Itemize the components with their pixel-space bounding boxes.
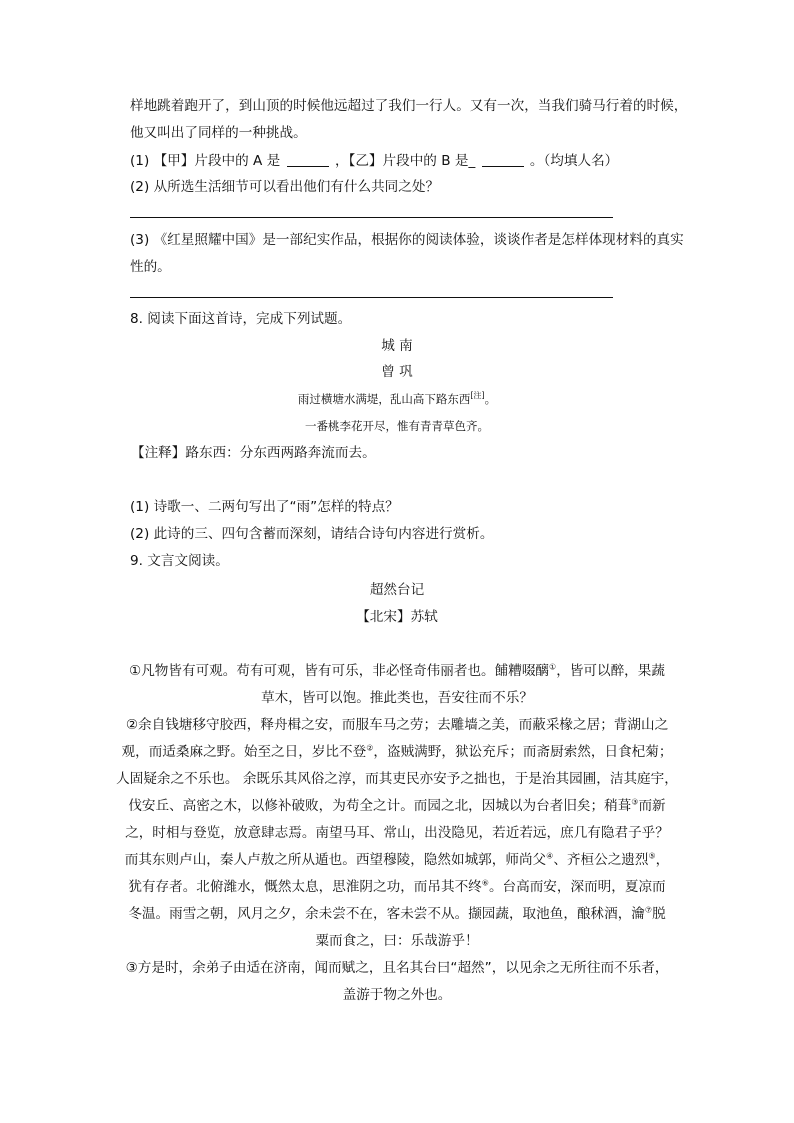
note-mark: [注] (470, 391, 485, 401)
poem-line-2: 一番桃李花开尽，惟有青青草色齐。 (305, 419, 489, 433)
p1-line-1-text: ①凡物皆有可观。苟有可观，皆有可乐，非必怪奇伟丽者也。餔糟啜醨 (129, 663, 550, 679)
p2-line-2-end: ，盗贼满野，狱讼充斥；而斋厨索然，日食杞菊； (373, 744, 673, 760)
q7-sub1-text-a: (1) 【甲】片段中的 A 是 (130, 153, 281, 169)
q9-stem: 9. 文言文阅读。 (130, 553, 229, 569)
p2-line-2 (0, 742, 794, 762)
p1-line-1-end: ，皆可以醉，果蔬 (556, 663, 665, 679)
p2-line-6 (0, 850, 794, 870)
p2-line-9: 粟而食之，曰：乐哉游乎！ (315, 933, 479, 949)
note-mark: ④ (546, 851, 554, 861)
q7-sub2: (2) 从所选生活细节可以看出他们有什么共同之处？ (130, 179, 440, 195)
poem-author: 曾 巩 (381, 364, 413, 380)
q8-sub1: (1) 诗歌一、二两句写出了“雨”怎样的特点？ (130, 499, 399, 515)
p1-line-2: 草木，皆可以饱。推此类也，吾安往而不乐？ (261, 690, 533, 706)
intro-line-2: 他又叫出了同样的一种挑战。 (130, 125, 307, 141)
q7-sub3-line-1: (3) 《红星照耀中国》是一部纪实作品，根据你的阅读体验，谈谈作者是怎样体现材料的真实 (130, 232, 684, 248)
p2-line-8-text-a: 冬温。雨雪之朝，风月之夕，余未尝不在，客未尝不从。撷园蔬，取池鱼，酿秫酒，瀹 (128, 906, 645, 922)
p2-line-4-text: 伐安丘、高密之木，以修补破败，为苟全之计。而园之北，因城以为台者旧矣；稍葺 (128, 798, 632, 814)
answer-line[interactable] (130, 297, 613, 298)
note-mark: ⑥ (481, 878, 489, 888)
essay-author: 【北宋】苏轼 (356, 609, 438, 625)
p2-line-1: ②余自钱塘移守胶西，释舟楫之安，而服车马之劳；去雕墙之美，而蔽采椽之居；背湖山之 (125, 717, 669, 733)
p2-line-2-text: 观，而适桑麻之野。始至之日，岁比不登 (121, 744, 367, 760)
poem-line-1-end: 。 (484, 392, 497, 406)
note-mark: ② (366, 743, 374, 753)
p3-line-2: 盖游于物之外也。 (342, 987, 452, 1003)
p2-line-3: 人固疑余之不乐也。 余既乐其风俗之淳，而其吏民亦安予之拙也，于是治其园圃，洁其庭宇， (116, 771, 678, 787)
p3-line-1: ③方是时，余弟子由适在济南，闻而赋之，且名其台曰“超然”，以见余之无所往而不乐者， (125, 960, 669, 976)
poem-annotation: 【注释】路东西：分东西两路奔流而去。 (131, 445, 376, 461)
p2-line-7-text-a: 犹有存者。北俯潍水，慨然太息，思淮阴之功，而吊其不终 (128, 879, 482, 895)
answer-blank-a[interactable] (287, 152, 329, 167)
p2-line-7 (0, 877, 794, 897)
p2-line-8-text-b: 脱 (652, 906, 666, 922)
answer-blank-b[interactable] (482, 152, 524, 167)
p2-line-6-text-c: ， (655, 852, 670, 868)
poem-line-1 (0, 389, 794, 409)
p2-line-7-text-b: 。台高而安，深而明，夏凉而 (488, 879, 666, 895)
answer-line[interactable] (130, 217, 613, 218)
poem-title: 城 南 (381, 338, 413, 354)
p2-line-6-text-b: 、齐桓公之遗烈 (553, 852, 649, 868)
q7-sub1 (130, 151, 618, 171)
p2-line-4 (0, 796, 794, 816)
p2-line-8 (0, 904, 794, 924)
essay-title: 超然台记 (369, 582, 425, 598)
note-mark: ① (549, 662, 557, 672)
intro-line-1: 样地跳着跑开了，到山顶的时候他远超过了我们一行人。又有一次，当我们骑马行着的时候， (130, 98, 688, 114)
p2-line-4-end: 而新 (638, 798, 666, 814)
poem-line-1-text: 雨过横塘水满堤，乱山高下路东西 (297, 392, 471, 406)
q7-sub3-line-2: 性的。 (130, 259, 171, 275)
note-mark: ⑤ (648, 851, 656, 861)
q8-sub2: (2) 此诗的三、四句含蓄而深刻，请结合诗句内容进行赏析。 (130, 526, 494, 542)
note-mark: ⑦ (644, 905, 653, 915)
note-mark: ③ (631, 797, 639, 807)
p2-line-6-text-a: 而其东则卢山，秦人卢敖之所从遁也。西望穆陵，隐然如城郭，师尚父 (124, 852, 547, 868)
q8-stem: 8. 阅读下面这首诗，完成下列试题。 (130, 311, 352, 327)
p1-line-1 (0, 661, 794, 681)
p2-line-5: 之，时相与登览，放意肆志焉。南望马耳、常山，出没隐见，若近若远，庶几有隐君子乎？ (125, 825, 669, 841)
q7-sub1-text-b: ，【乙】片段中的 B 是_ (334, 153, 476, 169)
q7-sub1-text-c: 。（均填人名） (529, 153, 619, 169)
